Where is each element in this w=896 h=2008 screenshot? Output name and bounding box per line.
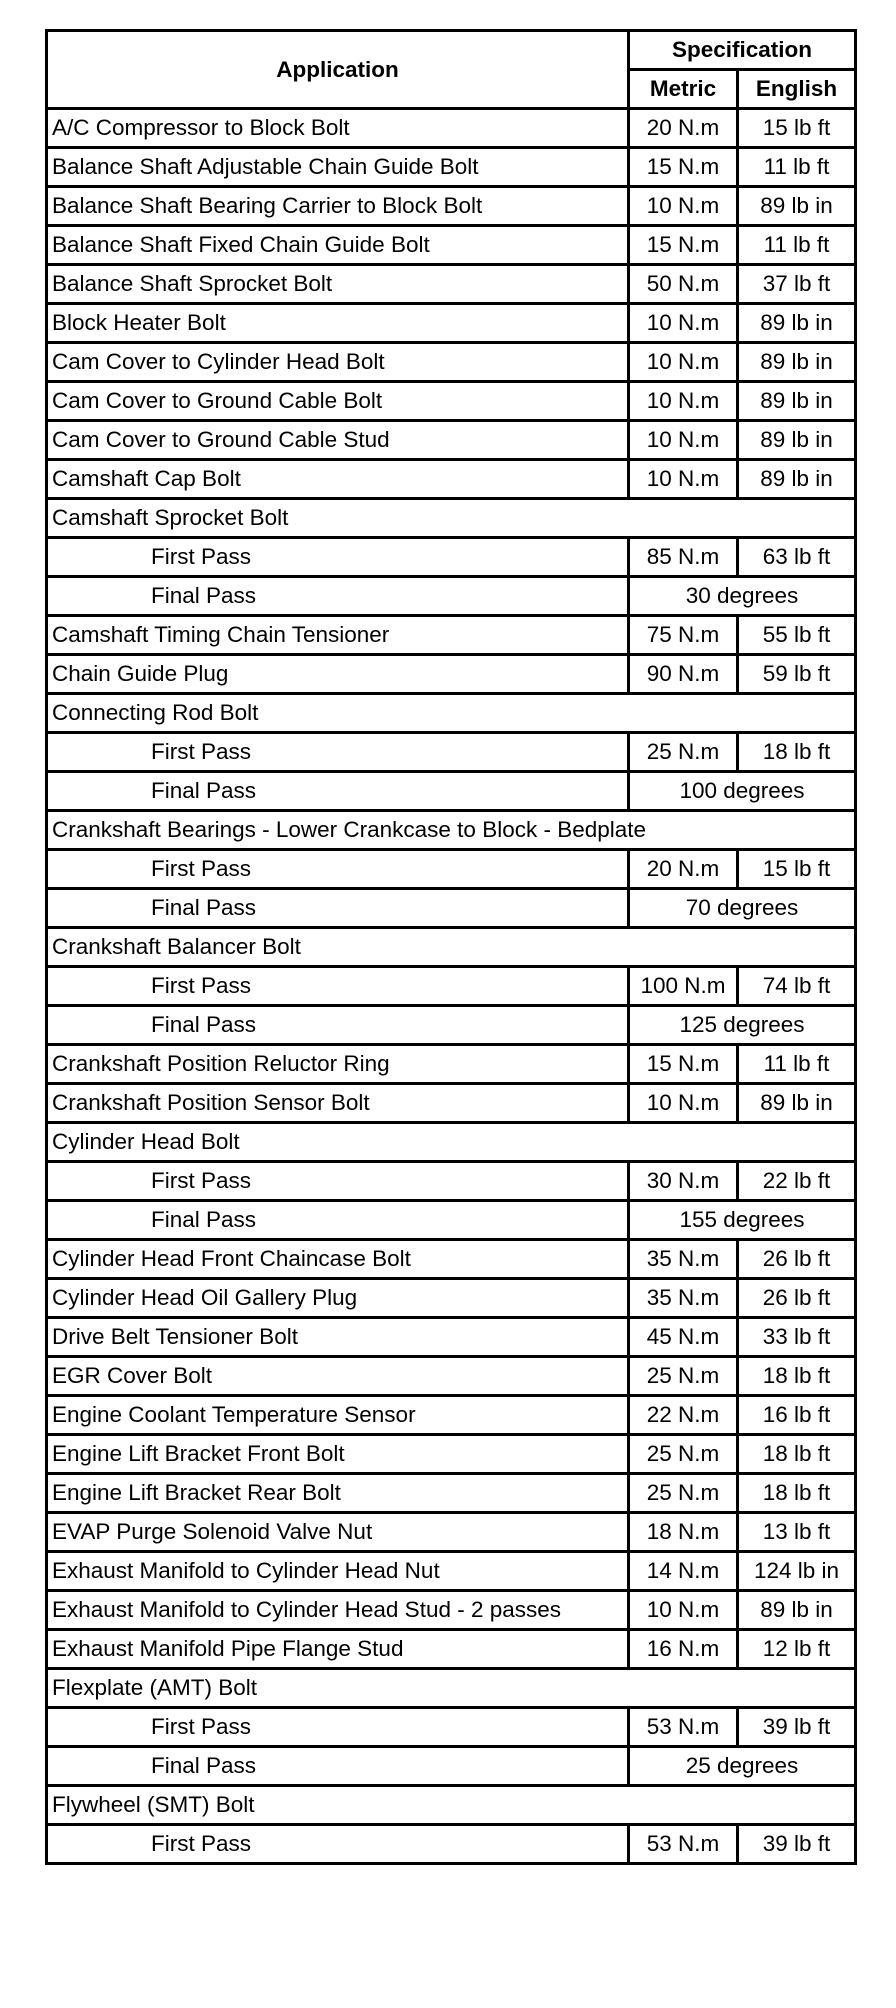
application-cell: EVAP Purge Solenoid Valve Nut [47,1513,629,1552]
table-row [47,538,856,577]
metric-value-cell: 75 N.m [629,616,738,655]
english-value-cell: 89 lb in [738,1591,856,1630]
application-cell: Drive Belt Tensioner Bolt [47,1318,629,1357]
angle-value-cell: 25 degrees [629,1747,856,1786]
metric-value-cell: 53 N.m [629,1825,738,1864]
pass-label-cell: Final Pass [47,1747,629,1786]
table-row [47,655,856,694]
application-cell: Cylinder Head Oil Gallery Plug [47,1279,629,1318]
application-cell: Engine Coolant Temperature Sensor [47,1396,629,1435]
pass-label-cell: First Pass [47,1708,629,1747]
application-cell: Cam Cover to Cylinder Head Bolt [47,343,629,382]
application-cell: Balance Shaft Adjustable Chain Guide Bolt [47,148,629,187]
header-row-top [47,31,856,70]
metric-value-cell: 10 N.m [629,1591,738,1630]
application-cell: Engine Lift Bracket Rear Bolt [47,1474,629,1513]
pass-label-cell: First Pass [47,967,629,1006]
metric-value-cell: 30 N.m [629,1162,738,1201]
english-value-cell: 89 lb in [738,304,856,343]
application-cell: Camshaft Timing Chain Tensioner [47,616,629,655]
metric-value-cell: 16 N.m [629,1630,738,1669]
application-cell: Exhaust Manifold to Cylinder Head Nut [47,1552,629,1591]
metric-value-cell: 18 N.m [629,1513,738,1552]
metric-value-cell: 10 N.m [629,1084,738,1123]
table-row [47,382,856,421]
metric-value-cell: 25 N.m [629,1435,738,1474]
english-value-cell: 59 lb ft [738,655,856,694]
english-value-cell: 89 lb in [738,1084,856,1123]
table-row [47,109,856,148]
table-row [47,1162,856,1201]
metric-value-cell: 35 N.m [629,1279,738,1318]
table-row [47,1318,856,1357]
table-row [47,343,856,382]
pass-label-cell: Final Pass [47,1006,629,1045]
english-value-cell: 26 lb ft [738,1240,856,1279]
group-application-cell: Cylinder Head Bolt [47,1123,856,1162]
application-cell: Engine Lift Bracket Front Bolt [47,1435,629,1474]
table-row [47,187,856,226]
group-application-cell: Flexplate (AMT) Bolt [47,1669,856,1708]
english-value-cell: 63 lb ft [738,538,856,577]
table-row [47,1357,856,1396]
group-row [47,1669,856,1708]
pass-label-cell: Final Pass [47,772,629,811]
table-row [47,1435,856,1474]
english-value-cell: 39 lb ft [738,1708,856,1747]
table-row [47,1552,856,1591]
angle-value-cell: 100 degrees [629,772,856,811]
application-cell: Chain Guide Plug [47,655,629,694]
english-value-cell: 18 lb ft [738,1474,856,1513]
application-cell: Camshaft Cap Bolt [47,460,629,499]
metric-value-cell: 50 N.m [629,265,738,304]
english-value-cell: 26 lb ft [738,1279,856,1318]
table-row [47,1045,856,1084]
torque-spec-table [45,29,857,1865]
application-cell: Crankshaft Position Sensor Bolt [47,1084,629,1123]
metric-value-cell: 25 N.m [629,1474,738,1513]
group-row [47,694,856,733]
table-row [47,850,856,889]
table-row [47,1279,856,1318]
group-row [47,499,856,538]
application-cell: Cam Cover to Ground Cable Bolt [47,382,629,421]
table-row [47,889,856,928]
metric-value-cell: 20 N.m [629,850,738,889]
application-cell: A/C Compressor to Block Bolt [47,109,629,148]
metric-value-cell: 85 N.m [629,538,738,577]
english-value-cell: 11 lb ft [738,1045,856,1084]
english-value-cell: 15 lb ft [738,850,856,889]
application-cell: Crankshaft Position Reluctor Ring [47,1045,629,1084]
group-application-cell: Crankshaft Bearings - Lower Crankcase to Block - Bedplate [47,811,856,850]
table-row [47,1396,856,1435]
group-application-cell: Crankshaft Balancer Bolt [47,928,856,967]
table-row [47,1240,856,1279]
metric-value-cell: 10 N.m [629,421,738,460]
table-row [47,1591,856,1630]
english-value-cell: 11 lb ft [738,148,856,187]
pass-label-cell: First Pass [47,538,629,577]
application-cell: EGR Cover Bolt [47,1357,629,1396]
english-value-cell: 89 lb in [738,343,856,382]
metric-value-cell: 10 N.m [629,304,738,343]
table-body [47,109,856,1864]
table-row [47,1747,856,1786]
angle-value-cell: 125 degrees [629,1006,856,1045]
english-value-cell: 37 lb ft [738,265,856,304]
application-cell: Balance Shaft Fixed Chain Guide Bolt [47,226,629,265]
group-application-cell: Camshaft Sprocket Bolt [47,499,856,538]
metric-value-cell: 10 N.m [629,343,738,382]
metric-value-cell: 35 N.m [629,1240,738,1279]
application-cell: Block Heater Bolt [47,304,629,343]
table-row [47,1708,856,1747]
metric-value-cell: 25 N.m [629,1357,738,1396]
metric-value-cell: 20 N.m [629,109,738,148]
table-row [47,967,856,1006]
metric-value-cell: 53 N.m [629,1708,738,1747]
pass-label-cell: First Pass [47,850,629,889]
english-value-cell: 18 lb ft [738,1357,856,1396]
metric-value-cell: 15 N.m [629,148,738,187]
application-cell: Balance Shaft Bearing Carrier to Block Bolt [47,187,629,226]
metric-value-cell: 45 N.m [629,1318,738,1357]
table-row [47,1513,856,1552]
table-row [47,1084,856,1123]
table-row [47,304,856,343]
english-value-cell: 124 lb in [738,1552,856,1591]
metric-value-cell: 15 N.m [629,226,738,265]
application-cell: Cam Cover to Ground Cable Stud [47,421,629,460]
angle-value-cell: 155 degrees [629,1201,856,1240]
english-value-cell: 15 lb ft [738,109,856,148]
pass-label-cell: First Pass [47,1825,629,1864]
table-row [47,1825,856,1864]
angle-value-cell: 30 degrees [629,577,856,616]
english-value-cell: 89 lb in [738,460,856,499]
metric-value-cell: 10 N.m [629,187,738,226]
english-header: English [738,70,856,109]
english-value-cell: 11 lb ft [738,226,856,265]
metric-value-cell: 22 N.m [629,1396,738,1435]
specification-header: Specification [629,31,856,70]
metric-value-cell: 10 N.m [629,382,738,421]
group-row [47,1123,856,1162]
application-cell: Cylinder Head Front Chaincase Bolt [47,1240,629,1279]
group-row [47,811,856,850]
angle-value-cell: 70 degrees [629,889,856,928]
application-cell: Exhaust Manifold Pipe Flange Stud [47,1630,629,1669]
table-row [47,616,856,655]
metric-header: Metric [629,70,738,109]
metric-value-cell: 15 N.m [629,1045,738,1084]
english-value-cell: 89 lb in [738,187,856,226]
metric-value-cell: 100 N.m [629,967,738,1006]
metric-value-cell: 14 N.m [629,1552,738,1591]
table-row [47,1474,856,1513]
table-row [47,1006,856,1045]
pass-label-cell: Final Pass [47,1201,629,1240]
english-value-cell: 89 lb in [738,382,856,421]
group-row [47,928,856,967]
application-cell: Balance Shaft Sprocket Bolt [47,265,629,304]
group-application-cell: Connecting Rod Bolt [47,694,856,733]
metric-value-cell: 25 N.m [629,733,738,772]
english-value-cell: 16 lb ft [738,1396,856,1435]
english-value-cell: 18 lb ft [738,1435,856,1474]
pass-label-cell: Final Pass [47,577,629,616]
english-value-cell: 12 lb ft [738,1630,856,1669]
metric-value-cell: 10 N.m [629,460,738,499]
table-row [47,148,856,187]
table-row [47,577,856,616]
english-value-cell: 74 lb ft [738,967,856,1006]
english-value-cell: 18 lb ft [738,733,856,772]
group-application-cell: Flywheel (SMT) Bolt [47,1786,856,1825]
pass-label-cell: Final Pass [47,889,629,928]
application-cell: Exhaust Manifold to Cylinder Head Stud - 2 passes [47,1591,629,1630]
pass-label-cell: First Pass [47,1162,629,1201]
table-row [47,460,856,499]
english-value-cell: 89 lb in [738,421,856,460]
table-row [47,1201,856,1240]
table-row [47,226,856,265]
english-value-cell: 22 lb ft [738,1162,856,1201]
metric-value-cell: 90 N.m [629,655,738,694]
table-row [47,733,856,772]
table-row [47,265,856,304]
english-value-cell: 39 lb ft [738,1825,856,1864]
table-header [47,31,856,109]
table-row [47,421,856,460]
english-value-cell: 13 lb ft [738,1513,856,1552]
table-row [47,1630,856,1669]
group-row [47,1786,856,1825]
pass-label-cell: First Pass [47,733,629,772]
english-value-cell: 33 lb ft [738,1318,856,1357]
application-header: Application [47,31,629,109]
table-row [47,772,856,811]
english-value-cell: 55 lb ft [738,616,856,655]
